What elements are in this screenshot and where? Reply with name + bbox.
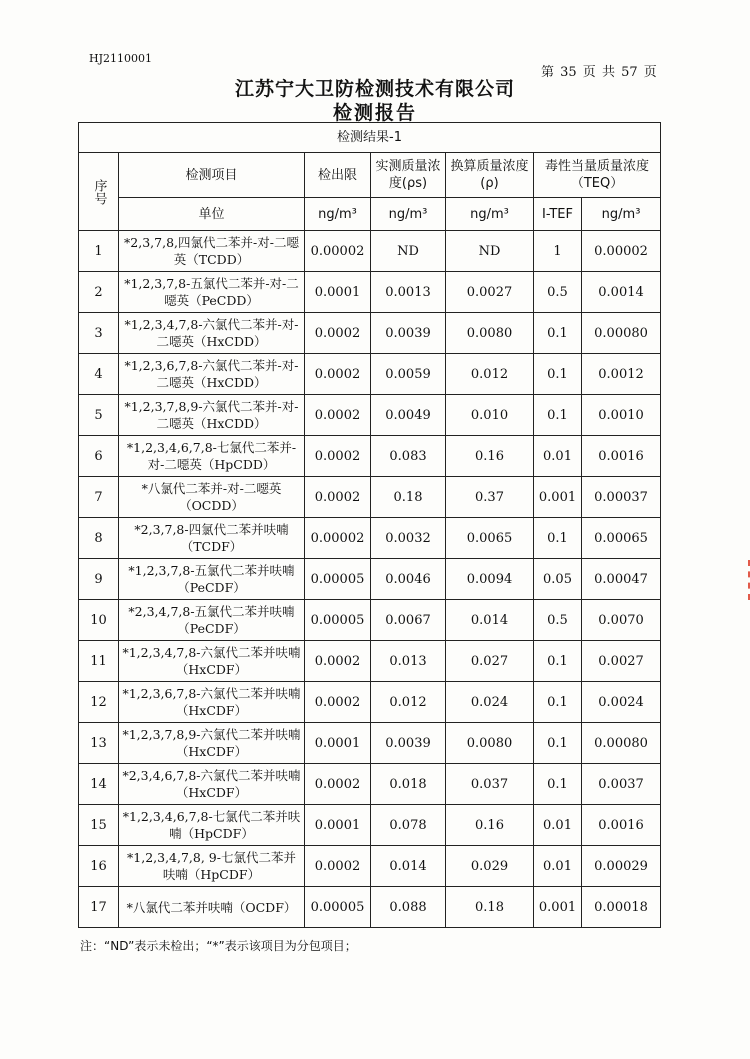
row-item: *1,2,3,4,6,7,8-七氯代二苯并呋喃（HpCDF） <box>119 805 305 846</box>
row-teq: 0.00080 <box>582 723 661 764</box>
table-row <box>79 436 661 477</box>
row-item: *八氯代二苯并-对-二噁英（OCDD） <box>119 477 305 518</box>
table-row <box>79 846 661 887</box>
row-measured: 0.014 <box>371 846 446 887</box>
table-row <box>79 559 661 600</box>
table-row <box>79 518 661 559</box>
row-seq: 9 <box>79 559 119 600</box>
row-seq: 3 <box>79 313 119 354</box>
row-itef: 0.1 <box>534 395 582 436</box>
row-seq: 11 <box>79 641 119 682</box>
row-itef: 0.1 <box>534 518 582 559</box>
row-detection-limit: 0.00005 <box>305 887 371 928</box>
row-seq: 16 <box>79 846 119 887</box>
row-seq: 17 <box>79 887 119 928</box>
row-seq: 2 <box>79 272 119 313</box>
row-measured: ND <box>371 231 446 272</box>
row-teq: 0.0012 <box>582 354 661 395</box>
table-row <box>79 723 661 764</box>
row-teq: 0.0027 <box>582 641 661 682</box>
row-item: *2,3,4,6,7,8-六氯代二苯并呋喃（HxCDF） <box>119 764 305 805</box>
row-detection-limit: 0.00005 <box>305 600 371 641</box>
row-teq: 0.0037 <box>582 764 661 805</box>
col-header-seq: 序号 <box>79 153 119 231</box>
table-row <box>79 272 661 313</box>
row-converted: 0.029 <box>446 846 534 887</box>
row-seq: 7 <box>79 477 119 518</box>
unit-label: 单位 <box>119 198 305 231</box>
row-seq: 14 <box>79 764 119 805</box>
unit-teq: ng/m³ <box>582 198 661 231</box>
table-caption: 检测结果-1 <box>79 123 661 153</box>
row-measured: 0.0067 <box>371 600 446 641</box>
row-converted: 0.027 <box>446 641 534 682</box>
row-measured: 0.083 <box>371 436 446 477</box>
row-teq: 0.00037 <box>582 477 661 518</box>
row-detection-limit: 0.00002 <box>305 518 371 559</box>
row-detection-limit: 0.00005 <box>305 559 371 600</box>
stamp-edge-mark <box>742 560 750 600</box>
row-measured: 0.0039 <box>371 313 446 354</box>
row-teq: 0.00047 <box>582 559 661 600</box>
row-item: *1,2,3,4,7,8, 9-七氯代二苯并呋喃（HpCDF） <box>119 846 305 887</box>
row-item: *1,2,3,7,8-五氯代二苯并呋喃（PeCDF） <box>119 559 305 600</box>
footnote: 注：“ND”表示未检出；“*”表示该项目为分包项目； <box>80 939 357 953</box>
row-measured: 0.18 <box>371 477 446 518</box>
report-title: 检测报告 <box>332 102 417 124</box>
row-detection-limit: 0.0002 <box>305 764 371 805</box>
row-item: *八氯代二苯并呋喃（OCDF） <box>119 887 305 928</box>
row-converted: 0.014 <box>446 600 534 641</box>
row-item: *2,3,7,8,四氯代二苯并-对-二噁英（TCDD） <box>119 231 305 272</box>
row-converted: 0.0094 <box>446 559 534 600</box>
row-item: *1,2,3,6,7,8-六氯代二苯并呋喃（HxCDF） <box>119 682 305 723</box>
unit-itef: I-TEF <box>534 198 582 231</box>
row-detection-limit: 0.0001 <box>305 272 371 313</box>
row-seq: 12 <box>79 682 119 723</box>
col-header-limit: 检出限 <box>305 153 371 198</box>
row-converted: 0.16 <box>446 436 534 477</box>
unit-limit: ng/m³ <box>305 198 371 231</box>
row-measured: 0.0013 <box>371 272 446 313</box>
row-itef: 0.5 <box>534 600 582 641</box>
row-itef: 0.001 <box>534 887 582 928</box>
row-detection-limit: 0.0002 <box>305 477 371 518</box>
row-converted: 0.0080 <box>446 313 534 354</box>
row-seq: 10 <box>79 600 119 641</box>
row-item: *1,2,3,7,8,9-六氯代二苯并呋喃（HxCDF） <box>119 723 305 764</box>
row-itef: 0.1 <box>534 641 582 682</box>
row-detection-limit: 0.0002 <box>305 313 371 354</box>
row-item: *1,2,3,7,8,9-六氯代二苯并-对-二噁英（HxCDD） <box>119 395 305 436</box>
table-row <box>79 477 661 518</box>
row-itef: 0.1 <box>534 682 582 723</box>
row-seq: 4 <box>79 354 119 395</box>
row-seq: 5 <box>79 395 119 436</box>
row-detection-limit: 0.0002 <box>305 641 371 682</box>
row-detection-limit: 0.0002 <box>305 395 371 436</box>
table-row <box>79 231 661 272</box>
row-teq: 0.0014 <box>582 272 661 313</box>
row-itef: 0.1 <box>534 764 582 805</box>
row-itef: 0.01 <box>534 805 582 846</box>
row-seq: 6 <box>79 436 119 477</box>
row-teq: 0.00029 <box>582 846 661 887</box>
row-detection-limit: 0.0002 <box>305 436 371 477</box>
row-detection-limit: 0.0002 <box>305 846 371 887</box>
table-row <box>79 764 661 805</box>
row-teq: 0.0016 <box>582 805 661 846</box>
row-teq: 0.0070 <box>582 600 661 641</box>
unit-converted: ng/m³ <box>446 198 534 231</box>
results-table <box>78 122 661 928</box>
row-teq: 0.00080 <box>582 313 661 354</box>
table-row <box>79 682 661 723</box>
row-itef: 1 <box>534 231 582 272</box>
row-measured: 0.0059 <box>371 354 446 395</box>
row-converted: 0.037 <box>446 764 534 805</box>
row-measured: 0.0046 <box>371 559 446 600</box>
row-measured: 0.018 <box>371 764 446 805</box>
row-converted: 0.16 <box>446 805 534 846</box>
company-name: 江苏宁大卫防检测技术有限公司 <box>234 78 515 100</box>
row-item: *1,2,3,4,7,8-六氯代二苯并呋喃（HxCDF） <box>119 641 305 682</box>
row-teq: 0.00018 <box>582 887 661 928</box>
table-row <box>79 395 661 436</box>
table-row <box>79 354 661 395</box>
row-itef: 0.01 <box>534 436 582 477</box>
row-measured: 0.013 <box>371 641 446 682</box>
row-itef: 0.1 <box>534 354 582 395</box>
row-seq: 1 <box>79 231 119 272</box>
unit-measured: ng/m³ <box>371 198 446 231</box>
row-seq: 13 <box>79 723 119 764</box>
row-detection-limit: 0.0001 <box>305 805 371 846</box>
table-row <box>79 313 661 354</box>
table-row <box>79 641 661 682</box>
table-row <box>79 887 661 928</box>
row-item: *2,3,4,7,8-五氯代二苯并呋喃（PeCDF） <box>119 600 305 641</box>
row-item: *1,2,3,4,6,7,8-七氯代二苯并-对-二噁英（HpCDD） <box>119 436 305 477</box>
row-measured: 0.012 <box>371 682 446 723</box>
table-row <box>79 805 661 846</box>
row-converted: 0.012 <box>446 354 534 395</box>
row-converted: 0.37 <box>446 477 534 518</box>
table-row <box>79 600 661 641</box>
row-measured: 0.078 <box>371 805 446 846</box>
row-itef: 0.1 <box>534 723 582 764</box>
row-itef: 0.05 <box>534 559 582 600</box>
row-teq: 0.00065 <box>582 518 661 559</box>
row-detection-limit: 0.0002 <box>305 354 371 395</box>
row-teq: 0.0010 <box>582 395 661 436</box>
row-item: *1,2,3,7,8-五氯代二苯并-对-二噁英（PeCDD） <box>119 272 305 313</box>
row-measured: 0.0049 <box>371 395 446 436</box>
row-itef: 0.5 <box>534 272 582 313</box>
row-seq: 8 <box>79 518 119 559</box>
row-converted: 0.010 <box>446 395 534 436</box>
row-detection-limit: 0.00002 <box>305 231 371 272</box>
document-id: HJ2110001 <box>89 52 152 65</box>
row-itef: 0.001 <box>534 477 582 518</box>
row-converted: 0.024 <box>446 682 534 723</box>
row-seq: 15 <box>79 805 119 846</box>
row-teq: 0.0016 <box>582 436 661 477</box>
row-item: *2,3,7,8-四氯代二苯并呋喃（TCDF） <box>119 518 305 559</box>
row-teq: 0.0024 <box>582 682 661 723</box>
row-itef: 0.01 <box>534 846 582 887</box>
col-header-teq: 毒性当量质量浓度（TEQ） <box>534 153 661 198</box>
col-header-converted: 换算质量浓度(ρ) <box>446 153 534 198</box>
row-measured: 0.0039 <box>371 723 446 764</box>
row-itef: 0.1 <box>534 313 582 354</box>
row-converted: 0.18 <box>446 887 534 928</box>
page-number: 第 35 页 共 57 页 <box>541 65 657 80</box>
row-converted: 0.0065 <box>446 518 534 559</box>
row-measured: 0.088 <box>371 887 446 928</box>
row-converted: 0.0027 <box>446 272 534 313</box>
col-header-measured: 实测质量浓度(ρs) <box>371 153 446 198</box>
row-measured: 0.0032 <box>371 518 446 559</box>
row-item: *1,2,3,6,7,8-六氯代二苯并-对-二噁英（HxCDD） <box>119 354 305 395</box>
row-converted: 0.0080 <box>446 723 534 764</box>
row-item: *1,2,3,4,7,8-六氯代二苯并-对-二噁英（HxCDD） <box>119 313 305 354</box>
row-detection-limit: 0.0001 <box>305 723 371 764</box>
row-converted: ND <box>446 231 534 272</box>
col-header-item: 检测项目 <box>119 153 305 198</box>
row-detection-limit: 0.0002 <box>305 682 371 723</box>
row-teq: 0.00002 <box>582 231 661 272</box>
